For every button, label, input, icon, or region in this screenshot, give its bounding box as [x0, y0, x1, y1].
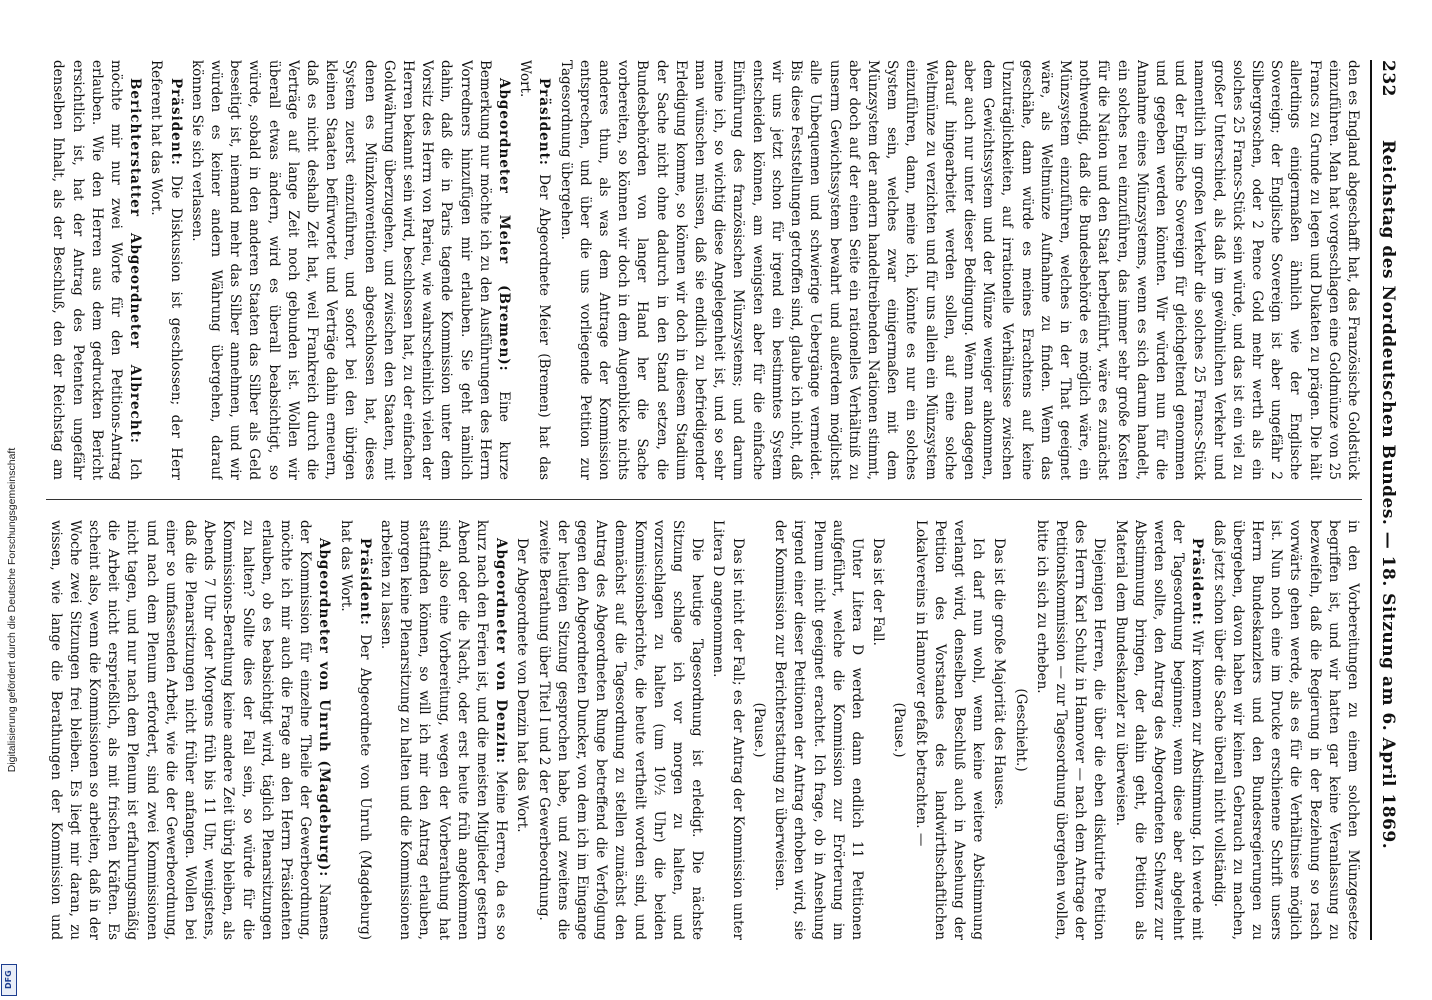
speech	[376, 520, 510, 940]
speech	[1110, 520, 1206, 940]
paragraph: Unter Litera D werden dann endlich 11 Petitionen aufgeführt, welche die Kommission zur Erörterung im Plenum nicht geeignet erachtet. Ich frage, ob in Ansehung irgend einer dieser Petitionen der Antrag erhoben wird, sie der Kommission zur Berichterstattung zu überweisen.	[772, 520, 865, 940]
speech-text: Der Abgeordnete von Unruh (Magdeburg) hat das Wort.	[337, 520, 373, 940]
speaker-name: Berichterstatter Abgeordneter Albrecht:	[127, 78, 144, 444]
paragraph: Das ist nicht der Fall; es der Antrag der Kommission unter Litera D angenommen.	[710, 520, 746, 940]
speech	[335, 520, 373, 940]
column-divider	[46, 499, 1362, 500]
speaker-name: Präsident:	[1189, 538, 1206, 626]
speech	[187, 60, 513, 480]
speech	[46, 520, 333, 940]
paragraph: Der Abgeordnete von Denzin hat das Wort.	[514, 538, 531, 833]
dfg-logo: DFG	[1, 964, 17, 996]
speaker-name: Präsident:	[167, 78, 184, 166]
left-column	[46, 60, 1362, 480]
paragraph: Das ist die große Majorität des Hauses.	[991, 538, 1008, 810]
stage-direction: (Pause.)	[750, 702, 767, 758]
speech	[146, 60, 184, 480]
page-number: 232	[1378, 60, 1398, 97]
paragraph: Das ist der Fall.	[870, 538, 887, 646]
paragraph: den es England abgeschafft hat, das Französische Goldstück einzuführen. Man hat vorgeschlagen eine Goldmünze von 25 Francs zu Grunde zu legen und Dukaten zu prägen. Die hält allerdings einigermaßen ähnlich wie der Englische Sovereign; der Englische Sovereign ist aber ungefähr 2 Silbergroschen, oder 2 Pence Gold mehr werth als ein solches 25 Francs-Stück sein würde, und das ist ein viel zu großer Unterschied, als daß im gewöhnlichen Verkehr und namentlich im großen Verkehr die solches 25 Francs-Stück und der Englische Sovereign für gleichgeltend genommen und gegeben werden könnten. Wir würden nun für die Annahme eines Münzsystems, wenn es sich darum handelt, ein solches neu einzuführen, das immer sehr große Kosten für die Nation und den Staat herbeiführt, wäre es zunächst nothwendig, daß die Bundesbehörde es möglich wäre, ein Münzsystem einzuführen, welches in der That geeignet wäre, als Weltmünze Aufnahme zu finden. Wenn das geschähe, dann würde es meines Erachtens auf keine Unzuträglichkeiten, auf irrationelle Verhältnisse zwischen dem Gewichtssystem und der Münze weniger ankommen, aber auch nur unter dieser Bedingung. Wenn man dagegen darauf hingearbeitet werden sollen, auf eine solche Weltmünze zu verzichten und für uns allein ein Münzsystem einzuführen, dann, meine ich, könnte es nur ein solches System sein, welches zwar einigermaßen mit dem Münzsystem der andern handeltreibenden Nationen stimmt, aber doch auf der einen Seite ein rationelles Verhältniß zu unserm Gewichtssystem bewahrt und außerdem möglichst alle Unbequemen und schwierige Uebergänge vermeidet. Bis diese Feststellungen getroffen sind, glaube ich nicht, daß wir uns jetzt schon für irgend ein bestimmtes System entscheiden können, am wenigsten aber für die einfache Einführung des französischen Münzsystems; und darum meine ich, so wichtig diese Angelegenheit ist, und so sehr man wünschen müssen, daß sie endlich zu befriedigender Erledigung komme, so können wir doch in diesem Stadium der Sache nicht ohne dadurch in den Stand setzen, die Bundesbehörden von langer Hand her die Sache vorbereiten, so können wir doch in dem Augenblicke nichts anderes thun, als was dem Antrage der Kommission entsprechen, und über die uns vorliegende Petition zur Tagesordnung übergehen.	[557, 60, 1361, 480]
speaker-name: Abgeordneter von Denzin:	[493, 538, 510, 765]
paragraph: Diejenigen Herren, die über die eben diskutirte Petition des Herrn Karl Schulz in Hannover — nach dem Antrage der Petitionskommission — zur Tagesordnung übergehen wollen, bitte ich sich zu erheben.	[1033, 520, 1108, 940]
running-title: Reichstag des Norddeutschen Bundes. — 18. Sitzung am 6. April 1869.	[1378, 140, 1398, 850]
speech	[46, 60, 144, 480]
speech	[515, 60, 553, 480]
speech-text: Ich möchte mir nur zwei Worte für den Petitions-Antrag erlauben. Wie den Herren aus dem gedruckten Bericht ersichtlich ist, hat der Antrag des Petenten ungefähr denselben Inhalt, als der Beschluß, den der Reichstag am	[50, 60, 144, 480]
speech-text: Meine Herren, da es so kurz nach den Ferien ist, und die meisten Mitglieder gestern Abend oder die Nacht, oder erst heute früh angekommen sind, also eine Vorbereitung, wegen der Vorberathung hat stattfinden können, so will ich mir den Antrag erlauben, morgen keine Plenarsitzung zu halten und die Kommissionen arbeiten zu lassen.	[378, 520, 510, 940]
page-header	[1370, 60, 1402, 940]
paragraph: Die heutige Tagesordnung ist erledigt. Die nächste Sitzung schlage ich vor morgen zu halten, und vorzuschlagen zu halten (um 10½ Uhr) die beiden Kommissionsberichte, die heute vertheilt worden sind, und demnächst auf die Tagesordnung zu stellen zunächst den Antrag des Abgeordneten Runge betreffend die Verfolgung gegen den Abgeordneten Duncker, von dem ich im Eingange der heutigen Sitzung gesprochen habe, und zweitens die zweite Berathung über Titel I und 2 der Gewerbeordnung.	[535, 520, 706, 940]
stage-direction: (Pause.)	[891, 702, 908, 758]
digitization-credit	[0, 240, 24, 1000]
speech-text: Namens der Kommission für einzelne Theile der Gewerbeordnung, möchte ich mir auch die Frage an den Herrn Präsidenten erlauben, ob es beabsichtigt wird, täglich Plenarsitzungen zu halten? Sollte dies der Fall sein, so würde für die Kommissions-Berathung keine andere Zeit übrig bleiben, als Abends 7 Uhr oder Morgens früh bis 11 Uhr, wenigstens, daß die Plenarsitzungen nicht früher anfangen. Wollen bei einer so umfassenden Arbeit, wie die der Gewerbeordnung, und nach dem Plenum erfordert, sind zwei Kommissionen nicht tagen, und nur nach dem Plenum ist erfahrungsmäßig die Arbeit nicht ersprießlich, als mit frischen Kräften. Es scheint also, wenn die Kommissionen so arbeiten, daß in der Woche zwei Sitzungen frei bleiben. Es liegt mir daran, zu wissen, wie lange die Berathungen der Kommission und	[47, 520, 333, 940]
speech-text: Die Diskussion ist geschlossen; der Herr Referent hat das Wort.	[148, 60, 184, 480]
stage-direction: (Geschieht.)	[1012, 688, 1029, 772]
credit-text: Digitalisierung gefördert durch die Deutsche Forschungsgemeinschaft	[6, 447, 18, 773]
right-column	[46, 520, 1362, 940]
speaker-name: Präsident:	[536, 78, 553, 166]
speech-text: Eine kurze Bemerkung nur möchte ich zu den Ausführungen des Herrn Vorredners hinzufügen mir erlauben. Sie geht nämlich dahin, daß die in Paris tagende Kommission unter dem Vorsitz des Herrn von Parieu, wie wahrscheinlich vielen der Herren bekannt sein wird, beschlossen hat, zu der einfachen Goldwährung überzugehen, und zwischen den Staaten, mit denen es Münzkonventionen abgeschlossen hat, dieses System zuerst einzuführen, und sofort bei den übrigen kleinen Staaten befürwortet und Verträge dahin erneuern, daß es nicht deshalb Zeit hat, weil Frankreich durch die Verträge auf lange Zeit noch gebunden ist. Wollen wir überall etwas ändern, wird es überall beabsichtigt, so würde, sobald in den anderen Staaten das Silber als Geld beseitigt ist, niemand mehr das Silber annehmen, und wir würden es keiner andern Währung übergehen, darauf können Sie sich verlassen.	[188, 60, 513, 480]
speech-text: Der Abgeordnete Meier (Bremen) hat das Wort.	[517, 60, 553, 480]
paragraph: in den Vorbereitungen zu einem solchen Münzgesetze begriffen ist, und wir hatten gar keine Veranlassung zu bezweifeln, daß die Regierung in der Beziehung so rasch vorwärts gehen werde, als es für die Verhältnisse möglich ist. Nun noch eine im Drucke erschienene Schrift unsers Herrn Bundeskanzlers und den Bundesregierungen zu übergeben, davon haben wir keinen Gebrauch zu machen, daß jetzt schon über die Sache überall nicht vollständig.	[1210, 520, 1361, 940]
speaker-name: Präsident:	[356, 538, 373, 626]
speaker-name: Abgeordneter Meier (Bremen):	[496, 78, 513, 372]
paragraph: Ich darf nun wohl, wenn keine weitere Abstimmung verlangt wird, denselben Beschluß auch in Ansehung der Petition des Vorstandes des landwirthschaftlichen Lokalvereins in Hannover gefaßt betrachten. —	[912, 520, 987, 940]
speech-text: Wir kommen zur Abstimmung. Ich werde mit der Tagesordnung beginnen; wenn diese aber abgelehnt werden sollte, den Antrag des Abgeordneten Schwarz zur Abstimmung bringen, der dahin geht, die Petition als Material dem Bundeskanzler zu überweisen.	[1112, 520, 1206, 940]
rotated-document-page	[26, 20, 1406, 980]
speaker-name: Abgeordneter von Unruh (Magdeburg):	[316, 538, 333, 878]
